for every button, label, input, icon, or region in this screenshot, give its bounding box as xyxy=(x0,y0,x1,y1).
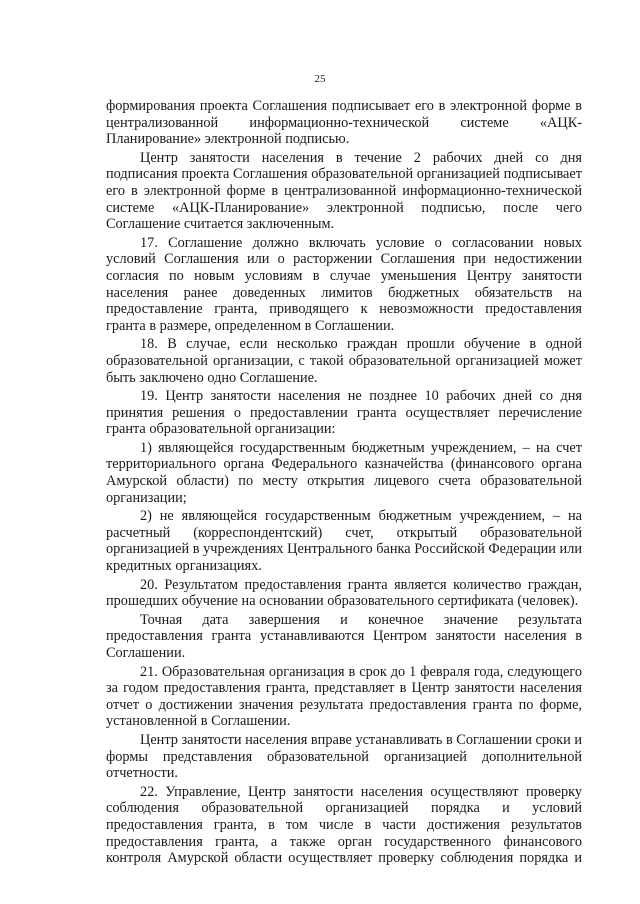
paragraph-17: 17. Соглашение должно включать условие о согласовании новых условий Соглашения или о расторжении Соглашения при недостижении согласия по новым условиям в случае уменьшения Центру занятости населения ранее доведенных лимитов бюджетных обязательств на предоставление гранта, приводящего к невозможности предоставления гранта в размере, определенном в Соглашении. xyxy=(106,234,582,334)
page-number: 25 xyxy=(314,73,326,85)
paragraph-22: 22. Управление, Центр занятости населения осуществляют проверку соблюдения образовательной организацией порядка и условий предоставления гранта, в том числе в части достижения результатов предоставления гранта, а также орган государственного финансового контроля Амурской области осуществляет проверку соблюдения порядка и xyxy=(106,783,582,867)
paragraph-19-item-1: 1) являющейся государственным бюджетным учреждением, – на счет территориального органа Федерального казначейства (финансового органа Амурской области) по месту открытия лицевого счета образовательной организации; xyxy=(106,439,582,506)
paragraph-19-item-2: 2) не являющейся государственным бюджетным учреждением, – на расчетный (корреспондентский) счет, открытый образовательной организацией в учреждениях Центрального банка Российской Федерации или кредитных организациях. xyxy=(106,508,582,575)
paragraph-19: 19. Центр занятости населения не позднее 10 рабочих дней со дня принятия решения о предоставлении гранта осуществляет перечисление гранта образовательной организации: xyxy=(106,388,582,438)
paragraph-21: 21. Образовательная организация в срок до 1 февраля года, следующего за годом предоставления гранта, представляет в Центр занятости населения отчет о достижении значения результата предоставления гранта по форме, установленной в Соглашении. xyxy=(106,663,582,730)
paragraph-18: 18. В случае, если несколько граждан прошли обучение в одной образовательной организации, с такой образовательной организацией может быть заключено одно Соглашение. xyxy=(106,336,582,386)
paragraph-20: 20. Результатом предоставления гранта является количество граждан, прошедших обучение на основании образовательного сертификата (человек). xyxy=(106,576,582,610)
paragraph-21-additional: Центр занятости населения вправе устанавливать в Соглашении сроки и формы представления образовательной организацией дополнительной отчетности. xyxy=(106,731,582,782)
paragraph-signing: Центр занятости населения в течение 2 рабочих дней со дня подписания проекта Соглашения образовательной организацией подписывает его в электронной форме в централизованной информационно-технической системе «АЦК-Планирование» электронной подписью, после чего Соглашение считается заключенным. xyxy=(106,149,582,233)
document-body xyxy=(106,98,582,869)
paragraph-continuation: формирования проекта Соглашения подписывает его в электронной форме в централизованной информационно-технической системе «АЦК-Планирование» электронной подписью. xyxy=(106,98,582,148)
paragraph-20-deadline: Точная дата завершения и конечное значение результата предоставления гранта устанавливаются Центром занятости населения в Соглашении. xyxy=(106,611,582,661)
